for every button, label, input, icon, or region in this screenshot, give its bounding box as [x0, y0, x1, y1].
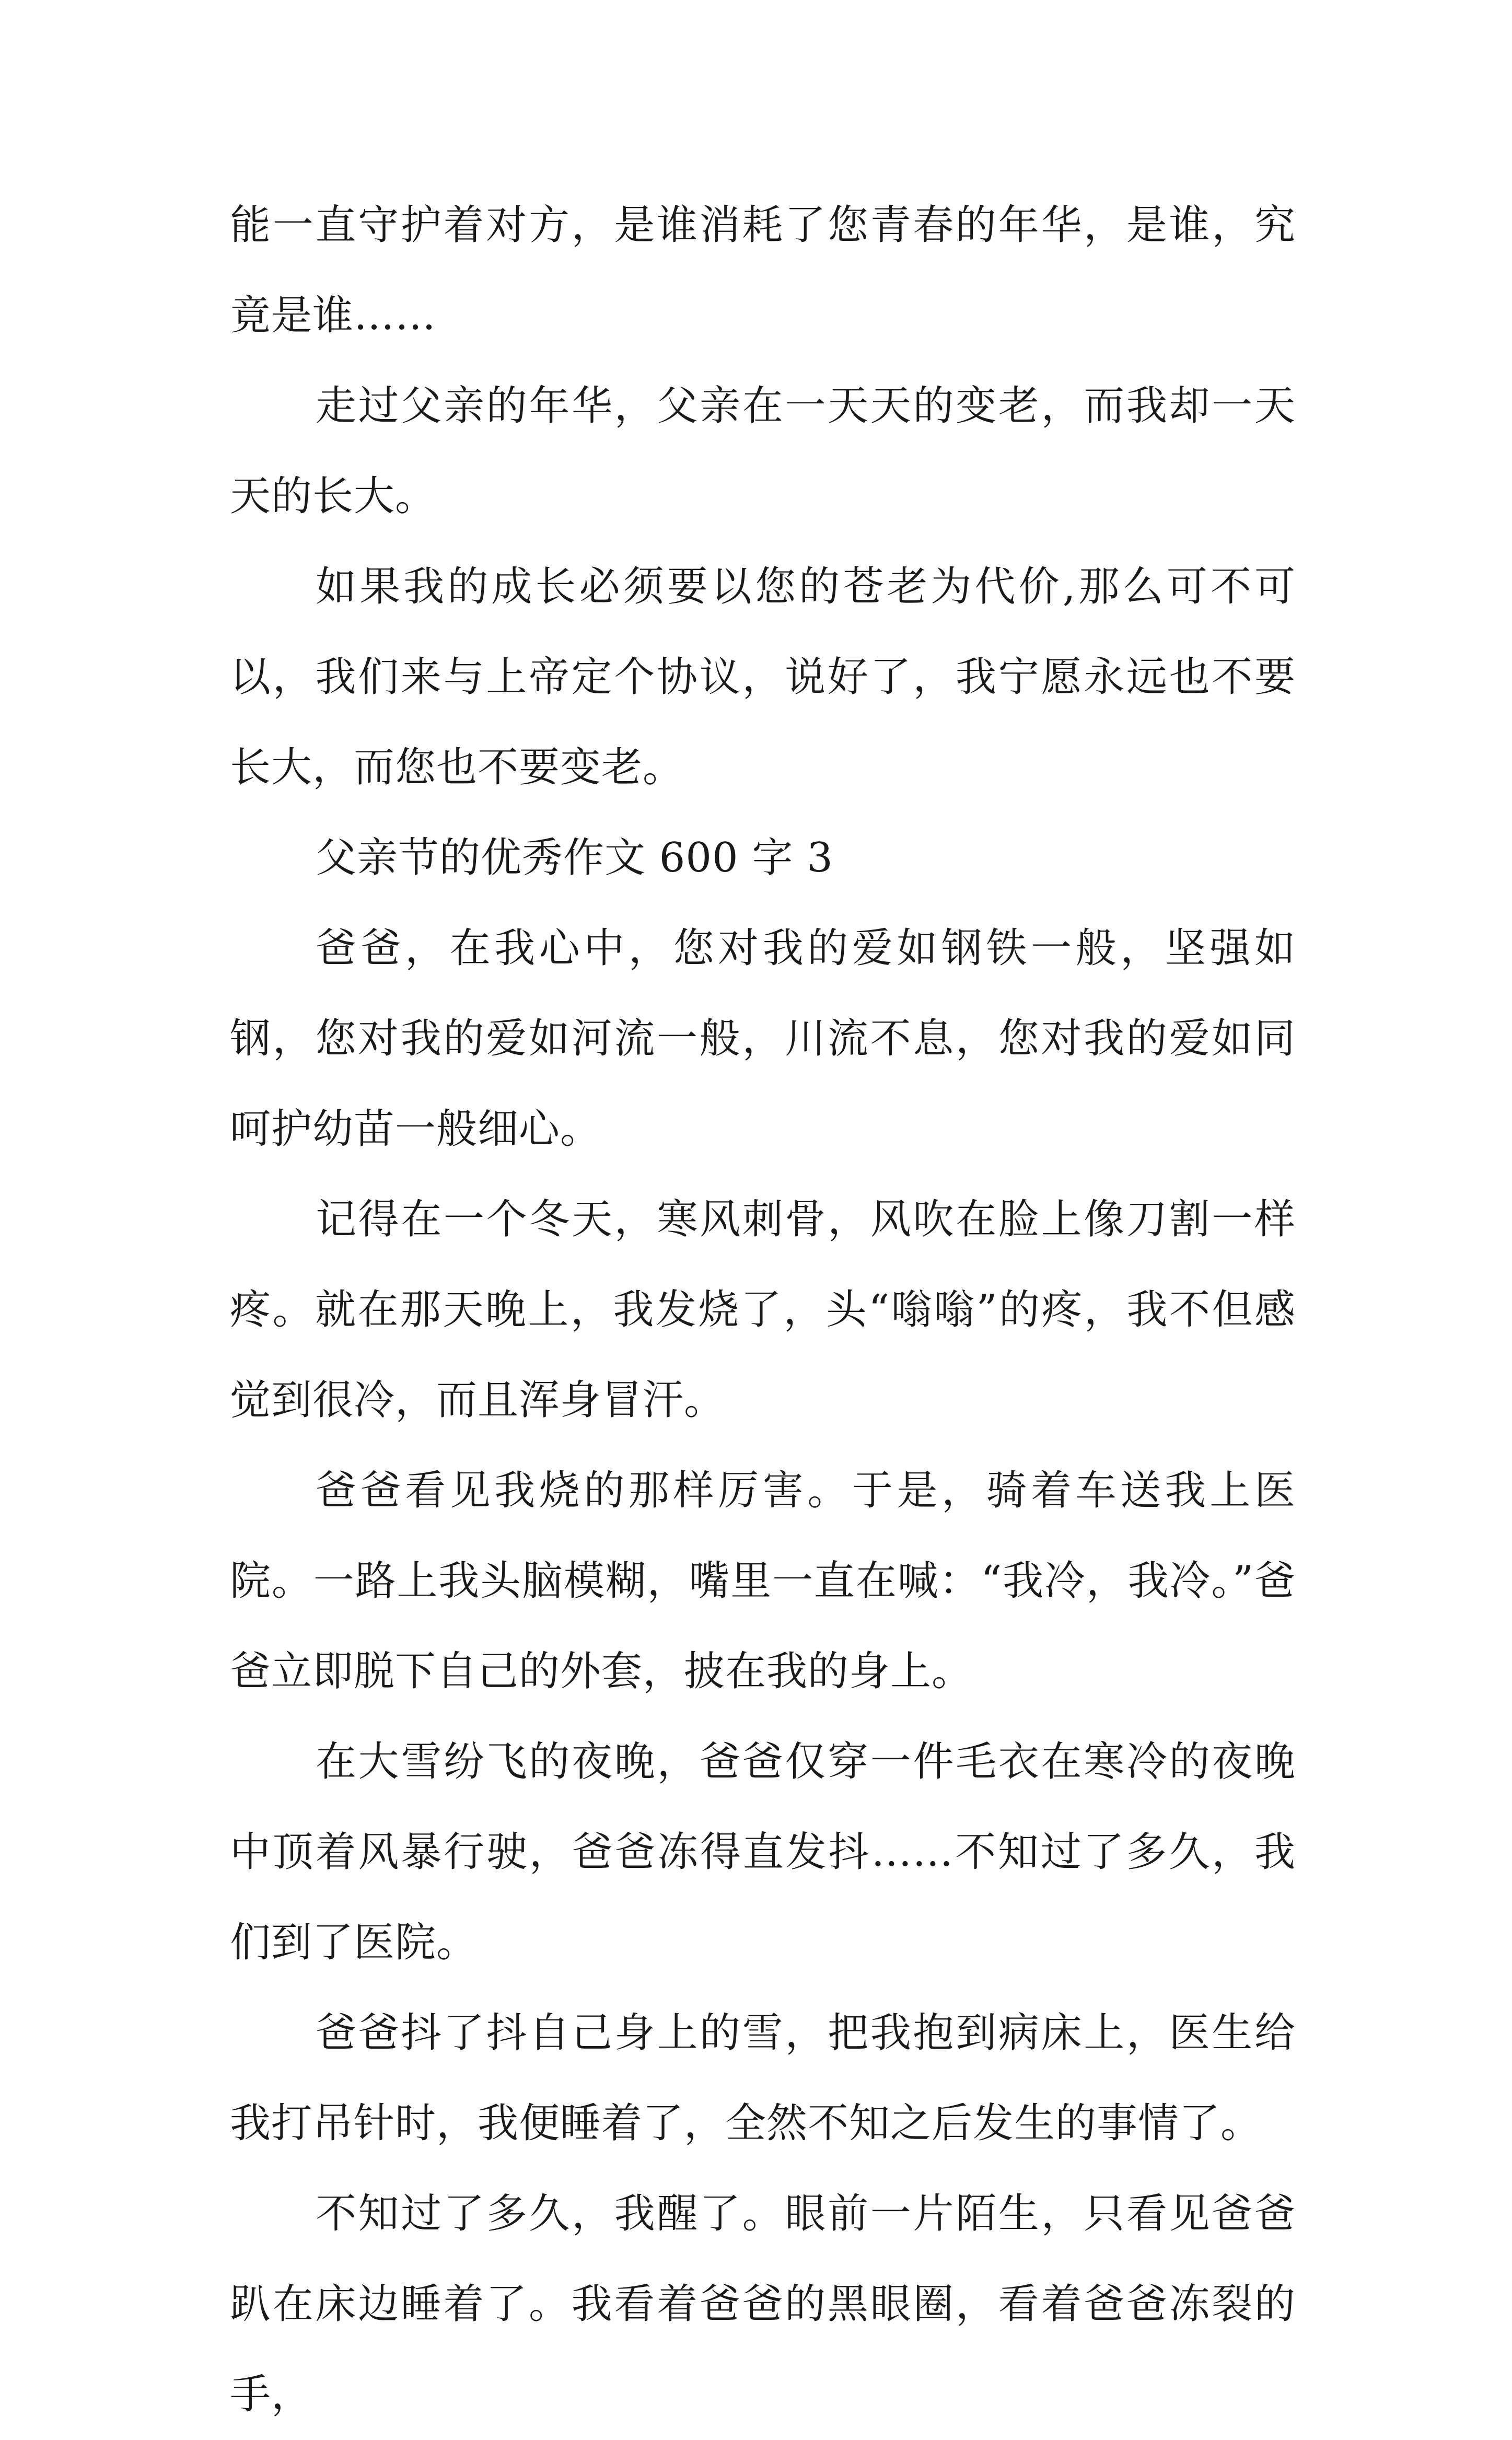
paragraph: 不知过了多久，我醒了。眼前一片陌生，只看见爸爸趴在床边睡着了。我看着爸爸的黑眼圈，看着爸爸冻裂的手，	[230, 2190, 1296, 2418]
paragraph: 爸爸抖了抖自己身上的雪，把我抱到病床上，医生给我打吊针时，我便睡着了，全然不知之后发生的事情了。	[230, 2009, 1296, 2147]
paragraph: 走过父亲的年华，父亲在一天天的变老，而我却一天天的长大。	[230, 382, 1296, 520]
document-body	[230, 180, 1296, 2440]
paragraph: 爸爸看见我烧的那样厉害。于是，骑着车送我上医院。一路上我头脑模糊，嘴里一直在喊：“我冷，我冷。”爸爸立即脱下自己的外套，披在我的身上。	[230, 1467, 1296, 1695]
paragraph: 如果我的成长必须要以您的苍老为代价,那么可不可以，我们来与上帝定个协议，说好了，我宁愿永远也不要长大，而您也不要变老。	[230, 563, 1296, 791]
paragraph: 记得在一个冬天，寒风刺骨，风吹在脸上像刀割一样疼。就在那天晚上，我发烧了，头“嗡嗡”的疼，我不但感觉到很冷，而且浑身冒汗。	[230, 1196, 1296, 1424]
paragraph: 爸爸，在我心中，您对我的爱如钢铁一般，坚强如钢，您对我的爱如河流一般，川流不息，您对我的爱如同呵护幼苗一般细心。	[230, 925, 1296, 1153]
paragraph: 在大雪纷飞的夜晚，爸爸仅穿一件毛衣在寒冷的夜晚中顶着风暴行驶，爸爸冻得直发抖……不知过了多久，我们到了医院。	[230, 1738, 1296, 1966]
paragraph-continuation: 能一直守护着对方，是谁消耗了您青春的年华，是谁，究竟是谁……	[230, 202, 1296, 339]
section-heading: 父亲节的优秀作文 600 字 3	[316, 834, 833, 881]
